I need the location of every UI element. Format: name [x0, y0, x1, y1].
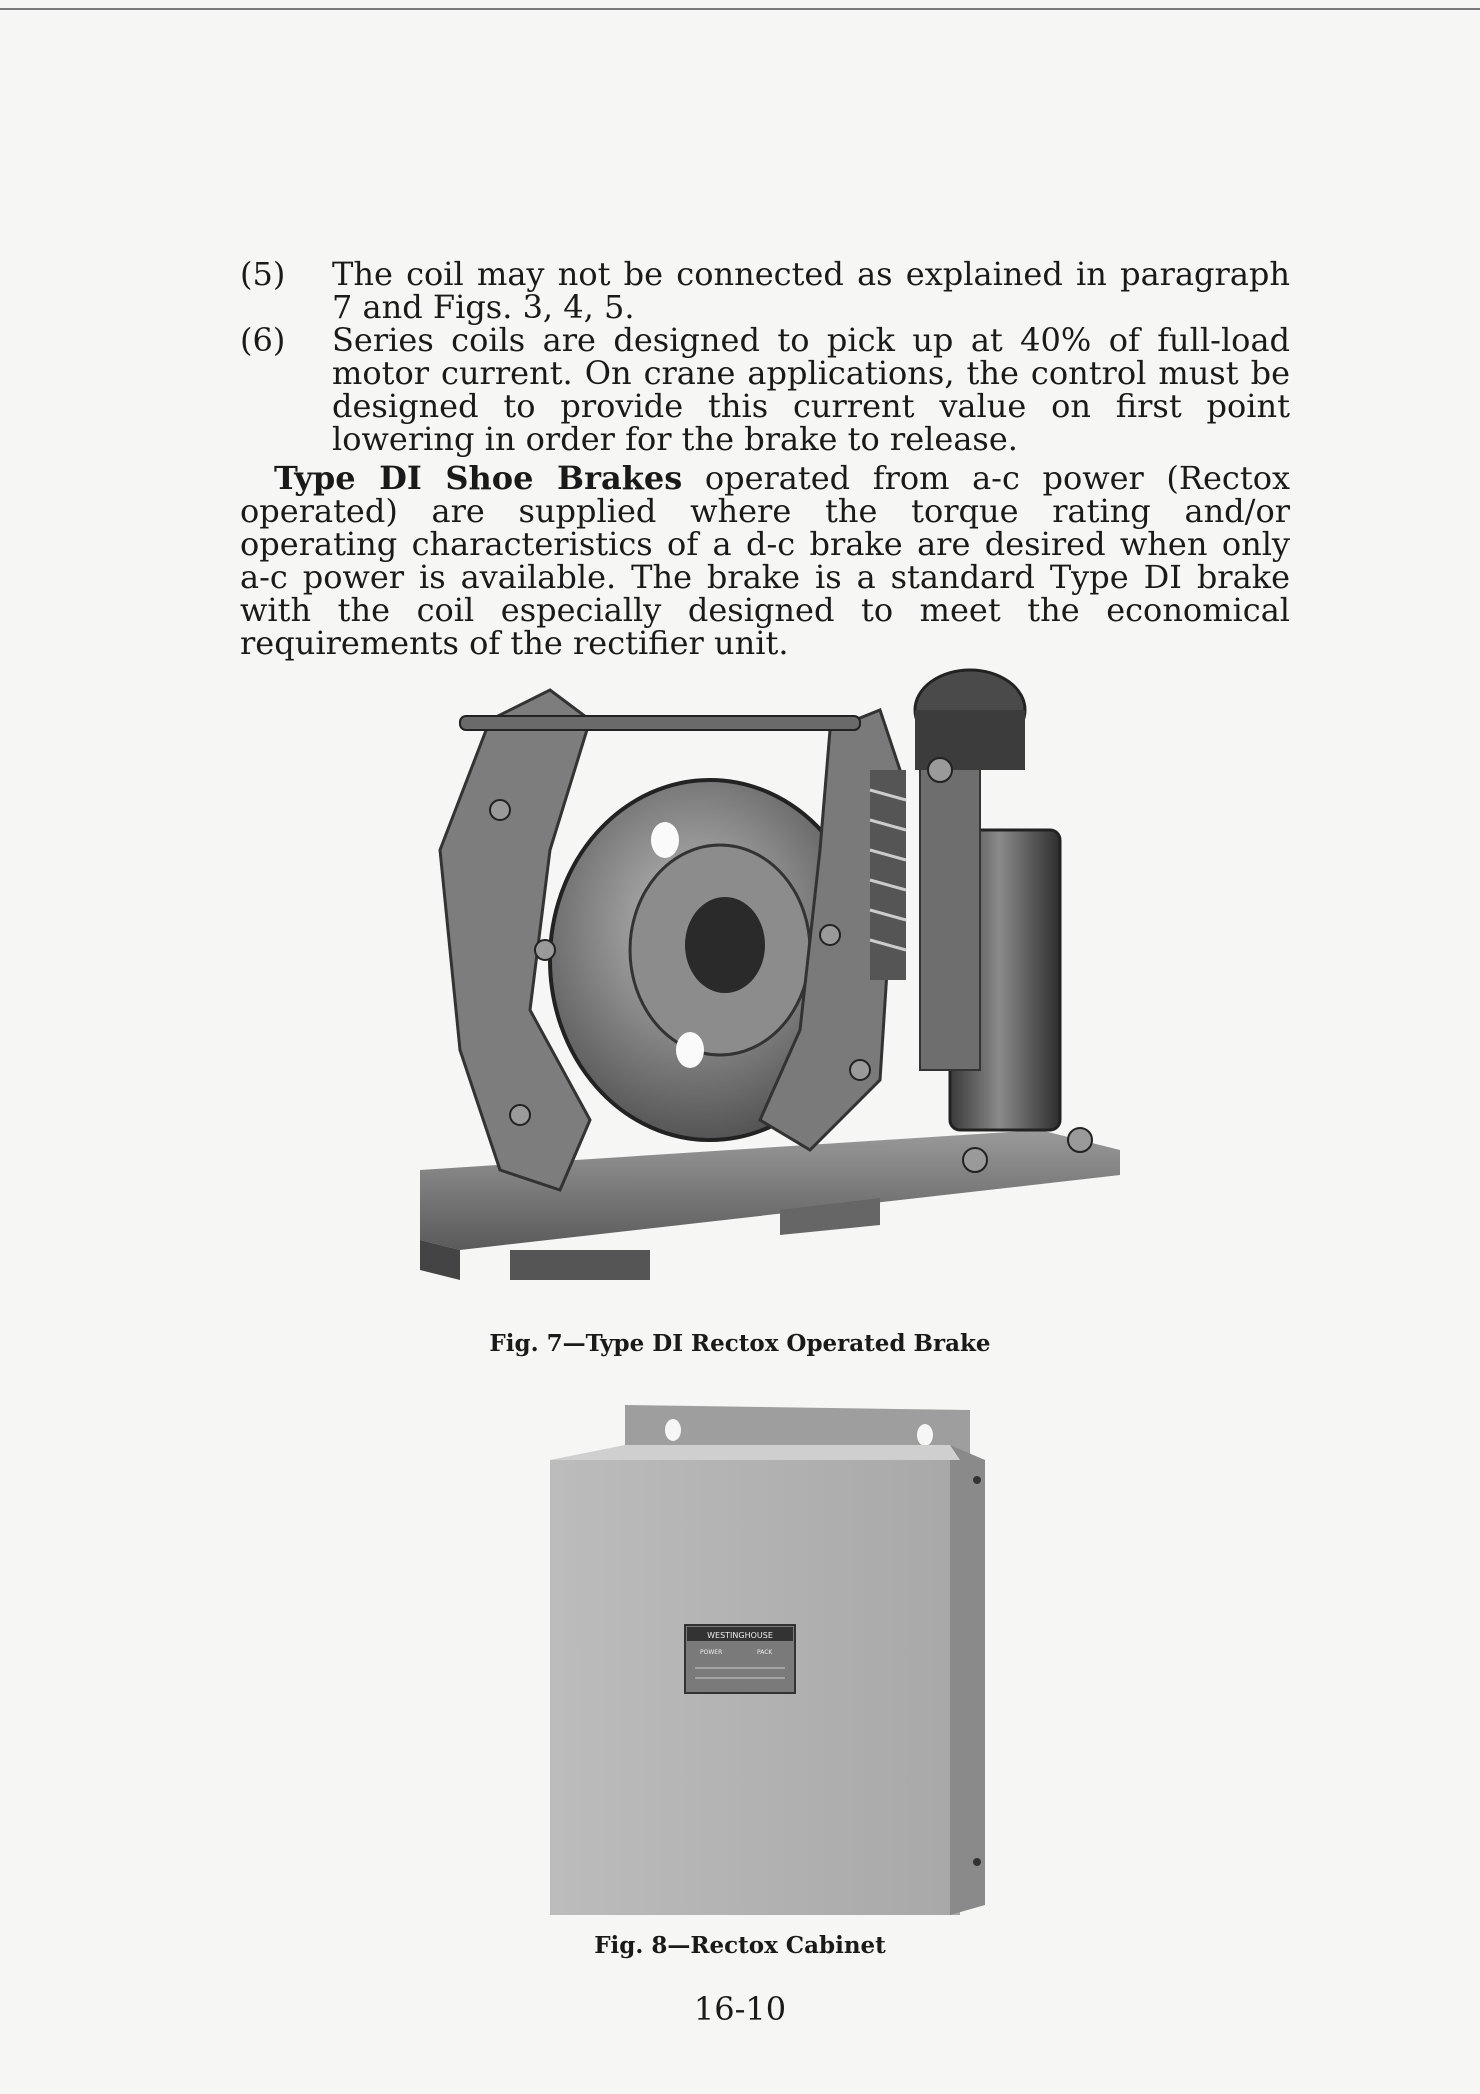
- nameplate-pack: PACK: [757, 1649, 773, 1656]
- paragraph-lead: Type DI Shoe Brakes: [274, 459, 683, 497]
- nameplate: [685, 1625, 795, 1693]
- text-block: [240, 255, 1291, 662]
- list-item: [240, 321, 1290, 458]
- item-text: Series coils are designed to pick up at 40% of full-load motor current. On crane applications, the control must be designed to provide this current value on first point lowering in order for the brake to release.: [332, 321, 1290, 458]
- body-paragraph: [240, 459, 1291, 662]
- brake-figure: [380, 650, 1120, 1290]
- item-text: The coil may not be connected as explained in paragraph 7 and Figs. 3, 4, 5.: [332, 255, 1290, 326]
- figure-8-caption: Fig. 8—Rectox Cabinet: [594, 1932, 886, 1959]
- page-number: 16-10: [693, 1990, 787, 2028]
- tie-rod: [460, 716, 860, 730]
- item-number: (5): [240, 255, 286, 293]
- top-rule: [0, 8, 1480, 10]
- item-number: (6): [240, 321, 286, 359]
- paragraph-text: operated from a-c power (Rectox operated) are supplied where the torque rating and/or operating characteristics of a d-c brake are desired when only a-c power is available. The brake is a standard Type DI brake with the coil especially designed to meet the economical requirements of the rectifier unit.: [240, 459, 1291, 662]
- figure-7-caption: Fig. 7—Type DI Rectox Operated Brake: [489, 1330, 991, 1357]
- nameplate-brand: WESTINGHOUSE: [707, 1631, 773, 1640]
- cabinet-figure: [545, 1400, 995, 1920]
- nameplate-power: POWER: [700, 1649, 723, 1656]
- list-item: [240, 255, 1290, 326]
